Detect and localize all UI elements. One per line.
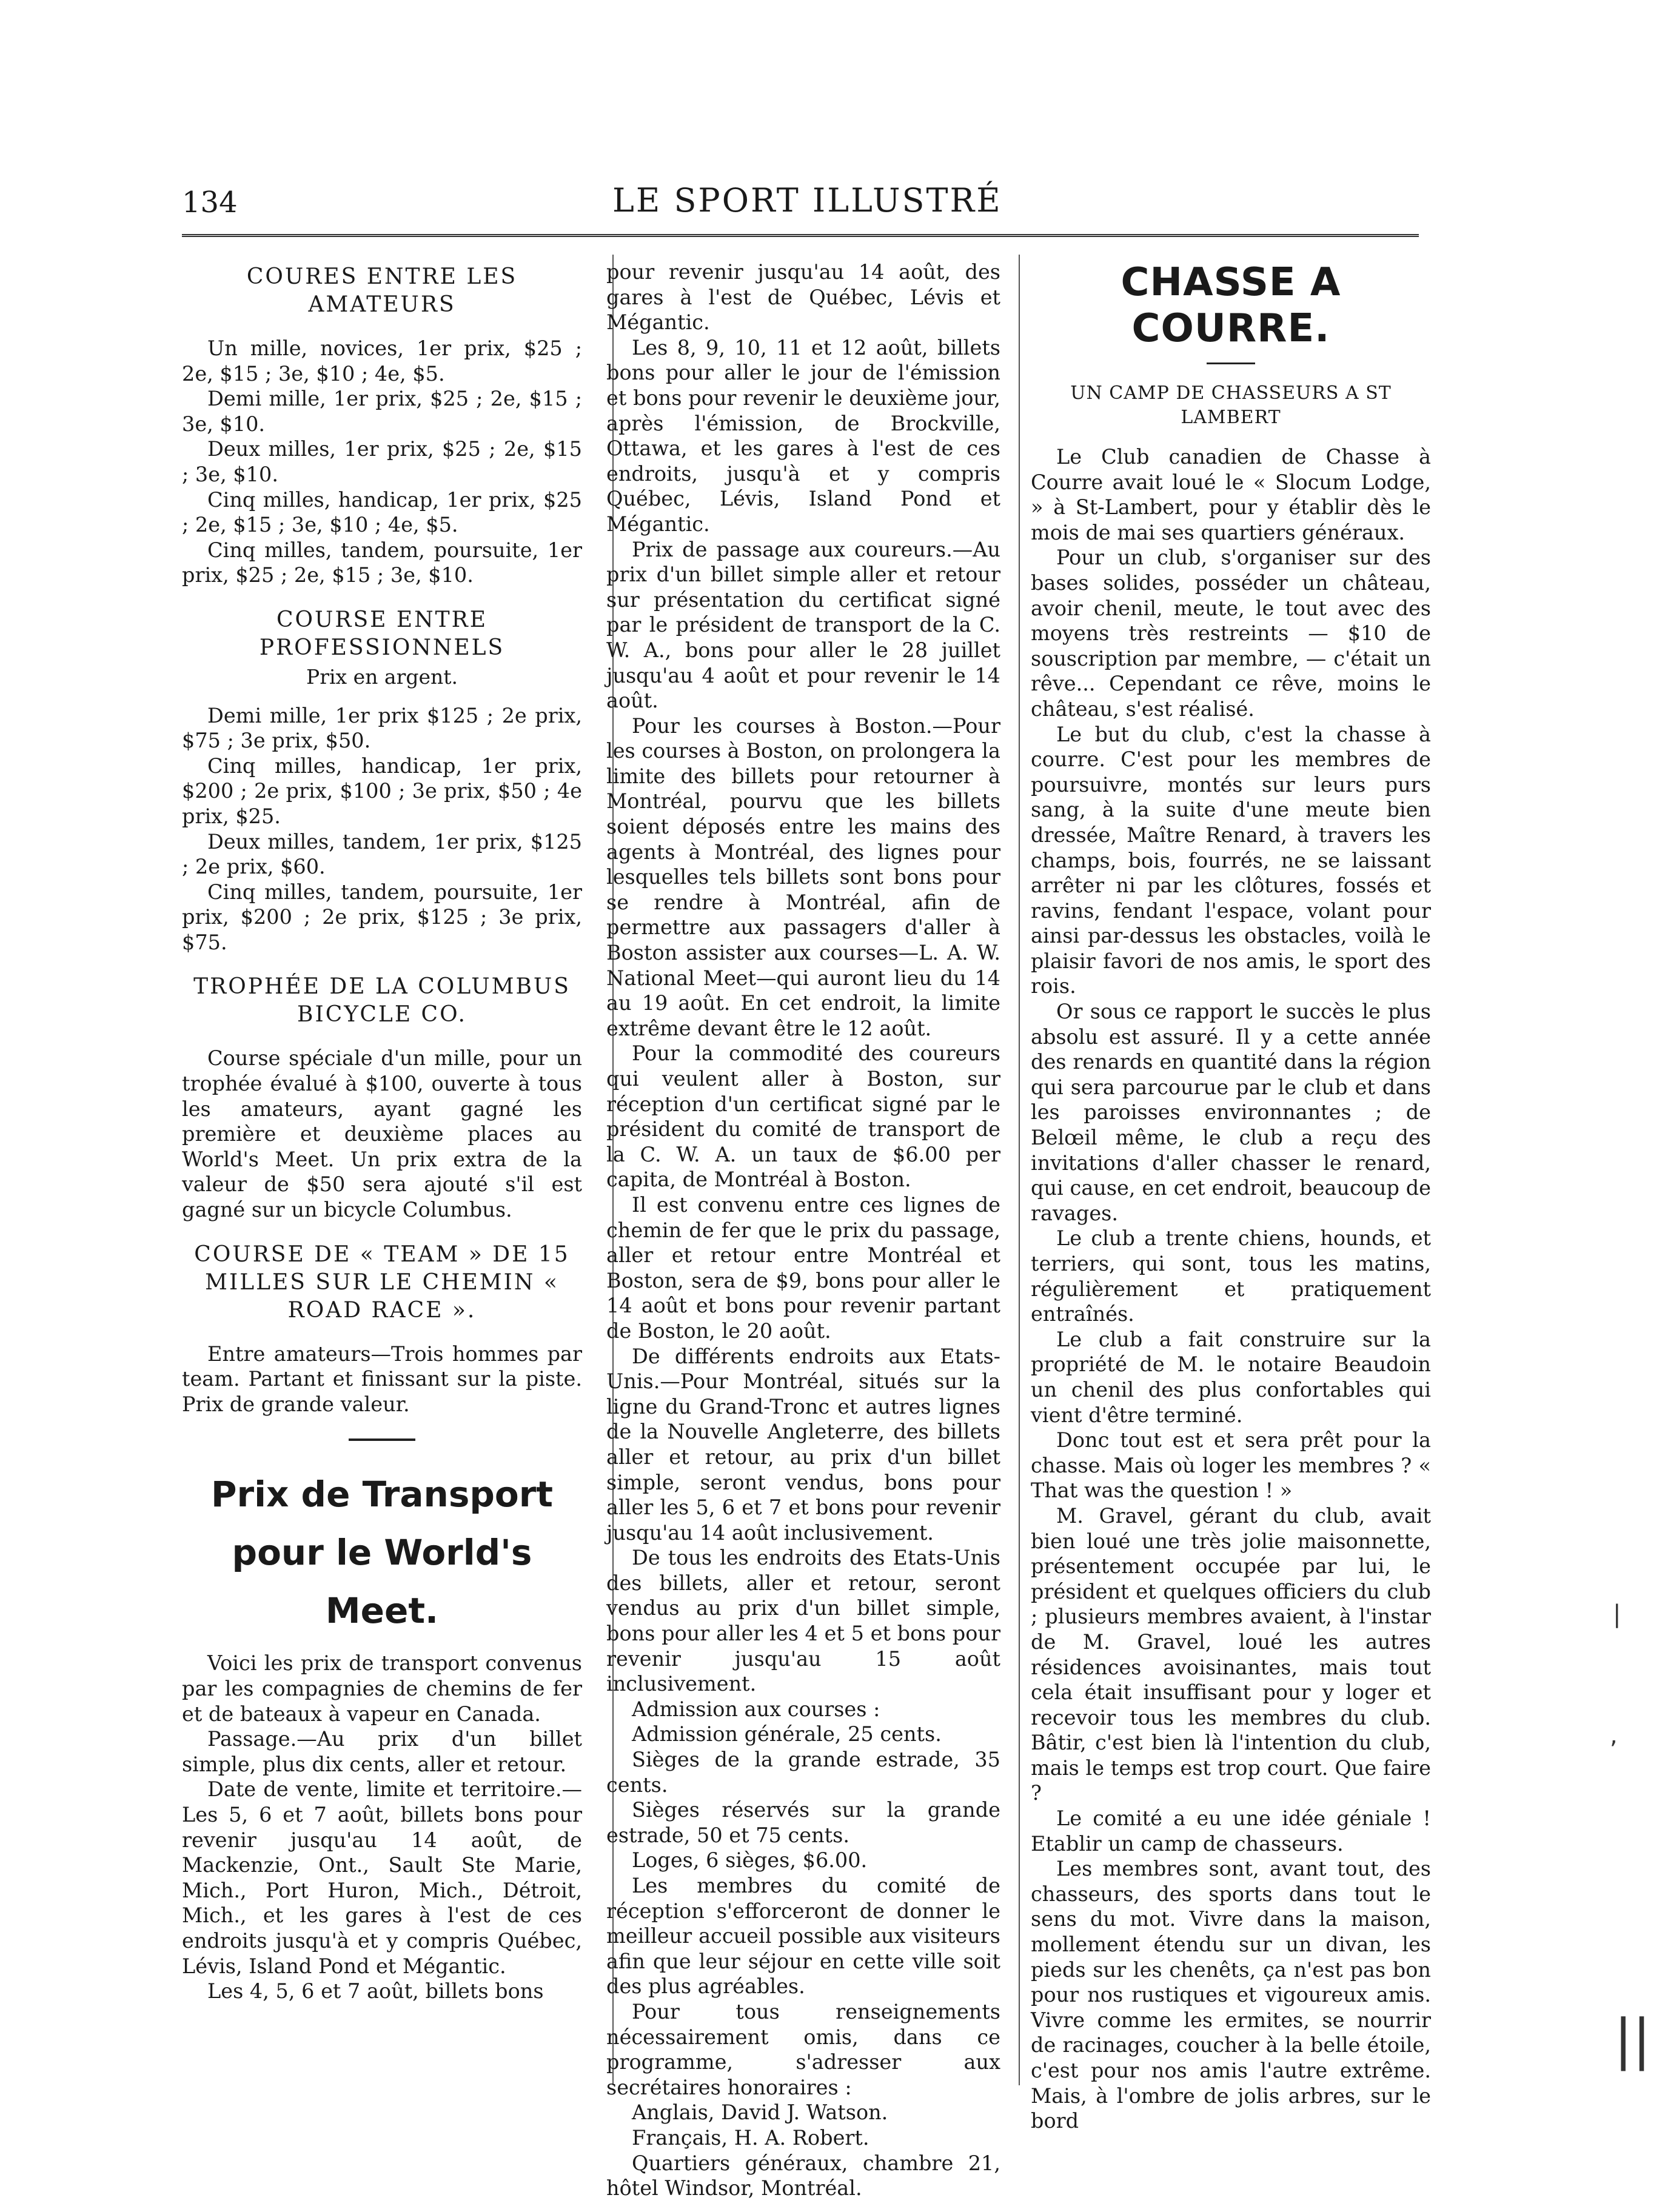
paragraph: Donc tout est et sera prêt pour la chasse. Mais où loger les membres ? « That was the question ! » bbox=[1031, 1428, 1431, 1503]
paragraph: Pour tous renseignements nécessairement omis, dans ce programme, s'adresser aux secrétaires honoraires : bbox=[606, 1999, 1000, 2099]
prize-line: Deux milles, tandem, 1er prix, $125 ; 2e prix, $60. bbox=[182, 829, 582, 879]
column-3 bbox=[1031, 259, 1431, 2133]
paragraph: Il est convenu entre ces lignes de chemin de fer que le prix du passage, aller et retour entre Montréal et Boston, sera de $9, bons pour aller le 14 août et bons pour revenir partant de Boston, le 20 août. bbox=[606, 1192, 1000, 1343]
paragraph: Le comité a eu une idée géniale ! Etablir un camp de chasseurs. bbox=[1031, 1806, 1431, 1856]
admission-line: Admission générale, 25 cents. bbox=[632, 1722, 942, 1746]
paragraph: De différents endroits aux Etats-Unis.—Pour Montréal, situés sur la ligne du Grand-Tronc et autres lignes de la Nouvelle Angleterre, des billets aller et retour, au prix d'un billet simple, seront vendus, bons pour aller les 5, 6 et 7 et bons pour revenir jusqu'au 14 août inclusivement. bbox=[606, 1344, 1000, 1545]
running-title: LE SPORT ILLUSTRÉ bbox=[612, 181, 1002, 219]
section-heading-professionals: COURSE ENTRE PROFESSIONNELS bbox=[259, 607, 505, 660]
column-2 bbox=[606, 259, 1000, 2200]
section-rule bbox=[349, 1438, 415, 1441]
section-heading-amateurs: COURES ENTRE LES AMATEURS bbox=[246, 264, 518, 317]
prize-line: Cinq milles, handicap, 1er prix, $25 ; 2e, $15 ; 3e, $10 ; 4e, $5. bbox=[182, 487, 582, 537]
paragraph: Pour la commodité des coureurs qui veulent aller à Boston, sur réception d'un certificat signé par le président du comité de transport de la C. W. A. un taux de $6.00 per capita, de Montréal à Boston. bbox=[606, 1041, 1000, 1192]
prize-line: Cinq milles, tandem, poursuite, 1er prix, $25 ; 2e, $15 ; 3e, $10. bbox=[182, 538, 582, 587]
paragraph: Les membres du comité de réception s'efforceront de donner le meilleur accueil possible aux visiteurs afin que leur séjour en cette ville soit des plus agréables. bbox=[606, 1874, 1000, 1999]
admission-line: Loges, 6 sièges, $6.00. bbox=[632, 1848, 868, 1873]
scan-mark: , bbox=[1610, 1722, 1618, 1749]
contact-line: Quartiers généraux, chambre 21, hôtel Windsor, Montréal. bbox=[606, 2151, 1000, 2200]
paragraph: Le but du club, c'est la chasse à courre. C'est pour les membres de poursuivre, montés sur leurs purs sang, à la suite d'une meute bien dressée, Maître Renard, à travers les champs, bois, fourrés, ne se laissant arrêter ni par les clôtures, fossés et ravins, fendant l'espace, volant pour ainsi par-dessus les obstacles, voilà le plaisir favori de nos amis, le sport des rois. bbox=[1031, 722, 1431, 998]
paragraph: Entre amateurs—Trois hommes par team. Partant et finissant sur la piste. Prix de grande valeur. bbox=[182, 1342, 582, 1416]
admission-line: Sièges réservés sur la grande estrade, 50 et 75 cents. bbox=[606, 1798, 1000, 1847]
paragraph: Voici les prix de transport convenus par les compagnies de chemins de fer et de bateaux à vapeur en Canada. bbox=[182, 1651, 582, 1726]
paragraph: M. Gravel, gérant du club, avait bien loué une très jolie maisonnette, présentement occupée par lui, le président et quelques officiers du club ; plusieurs membres avaient, à l'instar de M. Gravel, loué les autres résidences avoisinantes, mais tout cela était insuffisant pour y loger et recevoir tous les membres du club. Bâtir, c'est bien là l'intention du club, mais le temps est trop court. Que faire ? bbox=[1031, 1503, 1431, 1805]
header-rule bbox=[182, 234, 1419, 237]
title-rule bbox=[1207, 363, 1255, 364]
paragraph: Les 8, 9, 10, 11 et 12 août, billets bons pour aller le jour de l'émission et bons pour revenir le deuxième jour, après l'émission, de Brockville, Ottawa, et les gares à l'est de ces endroits, jusqu'à et y compris Québec, Lévis, Island Pond et Mégantic. bbox=[606, 335, 1000, 536]
paragraph: Les 4, 5, 6 et 7 août, billets bons bbox=[207, 1979, 544, 2003]
prize-line: Deux milles, 1er prix, $25 ; 2e, $15 ; 3e, $10. bbox=[182, 437, 582, 486]
contact-line: Français, H. A. Robert. bbox=[632, 2125, 869, 2150]
paragraph: Les membres sont, avant tout, des chasseurs, des sports dans tout le sens du mot. Vivre dans la maison, mollement étendu sur un divan, les pieds sur les chenêts, ça n'est pas bon pour nos rustiques et vigoureux amis. Vivre comme les ermites, se nourrir de racinages, coucher à la belle étoile, c'est pour nos amis l'autre extrême. Mais, à l'ombre de jolis arbres, sur le bord bbox=[1031, 1857, 1431, 2133]
paragraph: Pour un club, s'organiser sur des bases solides, posséder un château, avoir chenil, meute, le tout avec des moyens très restreints — $10 de souscription par membre, — c'était un rêve... Cependant ce rêve, moins le château, s'est réalisé. bbox=[1031, 546, 1431, 721]
paragraph: De tous les endroits des Etats-Unis des billets, aller et retour, seront vendus au prix d'un billet simple, bons pour aller les 4 et 5 et bons pour revenir jusqu'au 15 août inclusivement. bbox=[606, 1546, 1000, 1696]
scan-mark: || bbox=[1614, 2008, 1651, 2071]
paragraph: Course spéciale d'un mille, pour un trophée évalué à $100, ouverte à tous les amateurs, ayant gagné les première et deuxième places au World's Meet. Un prix extra de la valeur de $50 sera ajouté s'il est gagné sur un bicycle Columbus. bbox=[182, 1046, 582, 1222]
admission-heading: Admission aux courses : bbox=[632, 1697, 880, 1721]
prize-line: Un mille, novices, 1er prix, $25 ; 2e, $15 ; 3e, $10 ; 4e, $5. bbox=[182, 336, 582, 386]
prize-line: Demi mille, 1er prix, $25 ; 2e, $15 ; 3e, $10. bbox=[182, 387, 582, 436]
prize-line: Cinq milles, handicap, 1er prix, $200 ; 2e prix, $100 ; 3e prix, $50 ; 4e prix, $25. bbox=[182, 753, 582, 828]
article-title: CHASSE A COURRE. bbox=[1121, 260, 1341, 351]
paragraph: Date de vente, limite et territoire.—Les 5, 6 et 7 août, billets bons pour revenir jusqu'au 14 août, de Mackenzie, Ont., Sault Ste Marie, Mich., Port Huron, Mich., Détroit, Mich., et les gares à l'est de ces endroits jusqu'à et y compris Québec, Lévis, Island Pond et Mégantic. bbox=[182, 1777, 582, 1978]
page-number: 134 bbox=[182, 185, 238, 219]
contact-line: Anglais, David J. Watson. bbox=[632, 2100, 888, 2125]
paragraph: Le club a fait construire sur la propriété de M. le notaire Beaudoin un chenil des plus confortables qui vient d'être terminé. bbox=[1031, 1327, 1431, 1427]
prize-line: Cinq milles, tandem, poursuite, 1er prix, $200 ; 2e prix, $125 ; 3e prix, $75. bbox=[182, 880, 582, 954]
paragraph: Or sous ce rapport le succès le plus absolu est assuré. Il y a cette année des renards en quantité dans la région qui sera parcourue par le club et dans les paroisses environnantes ; de Belœil même, le club a reçu des invitations d'aller chasser le renard, qui cause, en cet endroit, beaucoup de ravages. bbox=[1031, 1000, 1431, 1225]
transport-heading: Prix de Transport pour le World's Meet. bbox=[210, 1474, 554, 1632]
paragraph: Prix de passage aux coureurs.—Au prix d'un billet simple aller et retour sur présentation du certificat signé par le président de transport de la C. W. A., bons pour aller le 28 juillet jusqu'au 4 août et pour revenir le 14 août. bbox=[606, 537, 1000, 713]
section-heading-team-race: COURSE DE « TEAM » DE 15 MILLES SUR LE CHEMIN « ROAD RACE ». bbox=[194, 1241, 570, 1323]
paragraph: Pour les courses à Boston.—Pour les courses à Boston, on prolongera la limite des billets pour retourner à Montréal, pourvu que les billets soient déposés entre les mains des agents à Montréal, des lignes pour lesquelles tels billets sont bons pour se rendre à Montréal, afin de permettre aux passagers d'aller à Boston assister aux courses—L. A. W. National Meet—qui auront lieu du 14 au 19 août. En cet endroit, la limite extrême devant être le 12 août. bbox=[606, 713, 1000, 1040]
paragraph: Passage.—Au prix d'un billet simple, plus dix cents, aller et retour. bbox=[182, 1727, 582, 1776]
scan-mark: | bbox=[1613, 1600, 1621, 1628]
column-1 bbox=[182, 259, 582, 2120]
paragraph: Le club a trente chiens, hounds, et terriers, qui sont, tous les matins, régulièrement et pratiquement entraînés. bbox=[1031, 1226, 1431, 1326]
column-divider-right bbox=[1019, 255, 1020, 2085]
section-heading-trophy: TROPHÉE DE LA COLUMBUS BICYCLE CO. bbox=[193, 974, 571, 1027]
prize-line: Demi mille, 1er prix $125 ; 2e prix, $75 ; 3e prix, $50. bbox=[182, 703, 582, 753]
admission-line: Sièges de la grande estrade, 35 cents. bbox=[606, 1748, 1000, 1797]
paragraph: pour revenir jusqu'au 14 août, des gares à l'est de Québec, Lévis et Mégantic. bbox=[606, 260, 1000, 335]
article-subtitle: UN CAMP DE CHASSEURS A ST LAMBERT bbox=[1070, 383, 1392, 428]
paragraph: Le Club canadien de Chasse à Courre avait loué le « Slocum Lodge, » à St-Lambert, pour y établir dès le mois de mai ses quartiers généraux. bbox=[1031, 445, 1431, 544]
section-subheading: Prix en argent. bbox=[306, 664, 458, 689]
